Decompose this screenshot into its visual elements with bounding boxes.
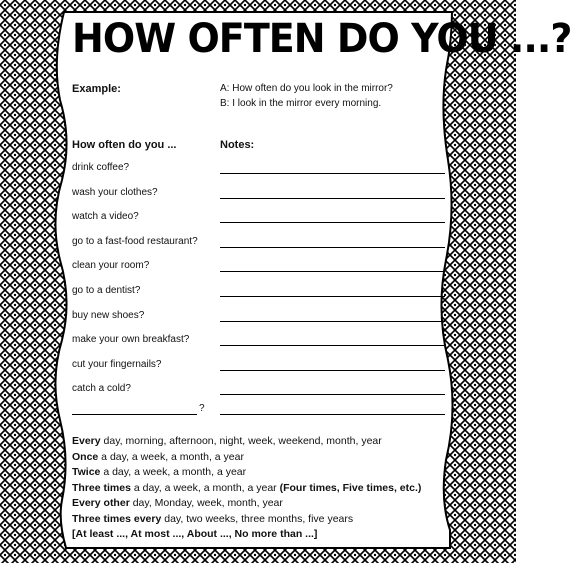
frequency-keyword: Once <box>72 450 99 463</box>
frequency-examples: a day, a week, a month, a year <box>100 466 247 478</box>
page-title: HOW OFTEN DO YOU ...? <box>72 16 571 62</box>
question-item: clean your room? <box>72 260 150 272</box>
note-line[interactable] <box>220 198 445 199</box>
note-line[interactable] <box>220 394 445 395</box>
question-item: cut your fingernails? <box>72 358 162 370</box>
note-line[interactable] <box>220 370 445 371</box>
frequency-keyword: Three times <box>72 481 131 494</box>
frequency-examples: day, two weeks, three months, five years <box>161 512 354 525</box>
question-item: go to a dentist? <box>72 285 141 296</box>
question-item: wash your clothes? <box>72 186 158 198</box>
frequency-line <box>72 528 317 540</box>
note-line[interactable] <box>220 271 445 272</box>
note-line[interactable] <box>220 222 445 223</box>
frequency-line <box>72 513 353 525</box>
frequency-keyword: [At least ..., At most ..., About ..., No more than ...] <box>72 528 318 540</box>
frequency-keyword: Three times every <box>72 512 162 525</box>
note-line[interactable] <box>220 296 445 297</box>
questions-heading: How often do you ... <box>72 139 177 151</box>
frequency-examples: day, morning, afternoon, night, week, weekend, month, year <box>100 435 382 447</box>
frequency-line <box>72 497 283 509</box>
question-item: drink coffee? <box>72 162 130 173</box>
note-line[interactable] <box>220 321 445 322</box>
question-item: make your own breakfast? <box>72 334 190 346</box>
question-item: watch a video? <box>72 211 139 223</box>
question-item: buy new shoes? <box>72 309 145 321</box>
frequency-keyword: Twice <box>72 466 101 478</box>
frequency-keyword: Every <box>72 435 101 447</box>
note-line[interactable] <box>220 173 445 174</box>
frequency-line <box>72 466 246 478</box>
frequency-keyword: Every other <box>72 497 130 509</box>
frequency-line <box>72 435 382 447</box>
example-line-a: A: How often do you look in the mirror? <box>220 83 393 94</box>
notes-heading: Notes: <box>220 139 255 151</box>
frequency-examples: a day, a week, a month, a year <box>98 450 244 463</box>
blank-question-field[interactable] <box>72 414 197 415</box>
frequency-note: (Four times, Five times, etc.) <box>279 481 422 494</box>
note-line[interactable] <box>220 414 445 415</box>
note-line[interactable] <box>220 345 445 346</box>
question-item: catch a cold? <box>72 383 131 395</box>
question-item: go to a fast-food restaurant? <box>72 235 198 247</box>
frequency-examples: a day, a week, a month, a year <box>130 481 280 494</box>
example-line-b: B: I look in the mirror every morning. <box>220 98 382 109</box>
frequency-line <box>72 482 421 494</box>
frequency-examples: day, Monday, week, month, year <box>129 497 283 509</box>
note-line[interactable] <box>220 247 445 248</box>
example-label: Example: <box>72 83 121 95</box>
blank-question-mark: ? <box>199 403 205 414</box>
frequency-line <box>72 451 244 463</box>
